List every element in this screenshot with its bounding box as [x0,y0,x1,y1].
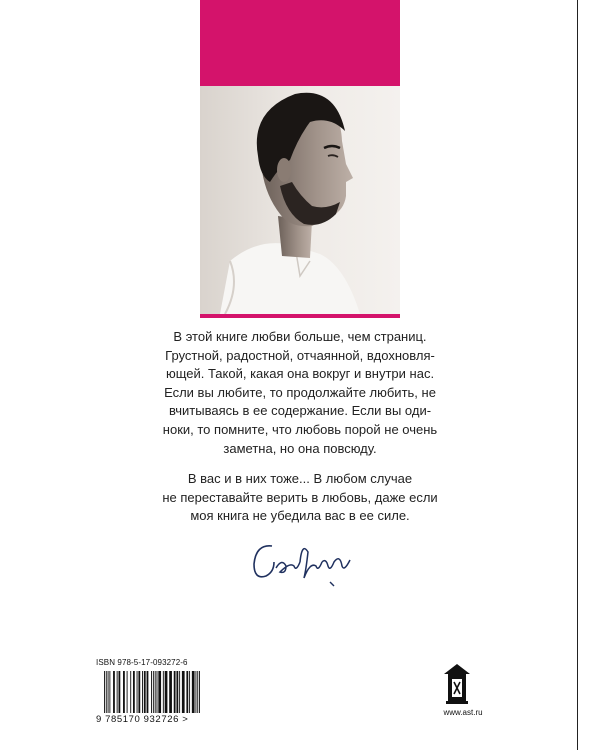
ast-publisher-logo-icon [444,664,470,704]
barcode-bar [155,671,156,713]
barcode-bar [189,671,190,713]
barcode-bar [108,671,109,713]
barcode-bar [197,671,198,713]
isbn-barcode [104,671,200,713]
barcode-bar [130,671,131,713]
blurb-line: ющей. Такой, какая она вокруг и внутри нас. [165,366,435,382]
barcode-bar [192,671,195,713]
barcode-bar [133,671,135,713]
barcode-bar [179,671,180,713]
blurb-line: Если вы любите, то продолжайте любить, не [164,384,436,400]
barcode-bar [109,671,110,713]
barcode-bar [158,671,161,713]
barcode-bar [142,671,143,713]
barcode-bar [147,671,149,713]
pink-header-block [200,0,400,86]
blurb-line: заметна, но она повсюду. [223,440,377,456]
blurb-line: В этой книге любви больше, чем страниц. [173,329,427,344]
barcode-bar [153,671,154,713]
barcode-bar [163,671,164,713]
barcode-bar [182,671,185,713]
barcode-bar [117,671,118,713]
author-signature [250,532,360,592]
blurb-line: Грустной, радостной, отчаянной, вдохновля- [165,347,435,363]
back-cover-blurb [100,328,500,526]
barcode-bar [186,671,188,713]
pink-divider-strip [200,314,400,318]
barcode-bar [138,671,140,713]
barcode-bar [199,671,200,713]
barcode-bar [176,671,178,713]
publisher-website: www.ast.ru [443,708,483,717]
barcode-bar [174,671,176,713]
blurb-line: вчитываясь в ее содержание. Если вы оди- [168,403,432,419]
barcode-bar [118,671,120,713]
barcode-digits: 9 785170 932726 > [96,714,189,725]
barcode-bar [127,671,128,713]
barcode-bar [144,671,146,713]
blurb-line: не переставайте верить в любовь, даже если [162,489,438,505]
barcode-bar [113,671,115,713]
blurb-line: В вас и в них тоже... В любом случае [187,471,413,487]
barcode-bar [165,671,168,713]
isbn-label: ISBN 978-5-17-093272-6 [96,658,188,667]
blurb-paragraph-2 [100,470,500,526]
blurb-line: моя книга не убедила вас в ее силе. [190,508,410,524]
barcode-bar [123,671,125,713]
barcode-bar [104,671,105,713]
blurb-paragraph-1 [100,328,500,458]
barcode-bar [157,671,158,713]
barcode-bar [151,671,152,713]
barcode-bar [106,671,107,713]
author-photo [200,86,400,314]
spine-edge-line [577,0,578,750]
barcode-bar [195,671,196,713]
barcode-bar [169,671,172,713]
blurb-line: ноки, то помните, что любовь порой не очень [162,421,438,437]
barcode-bar [137,671,138,713]
